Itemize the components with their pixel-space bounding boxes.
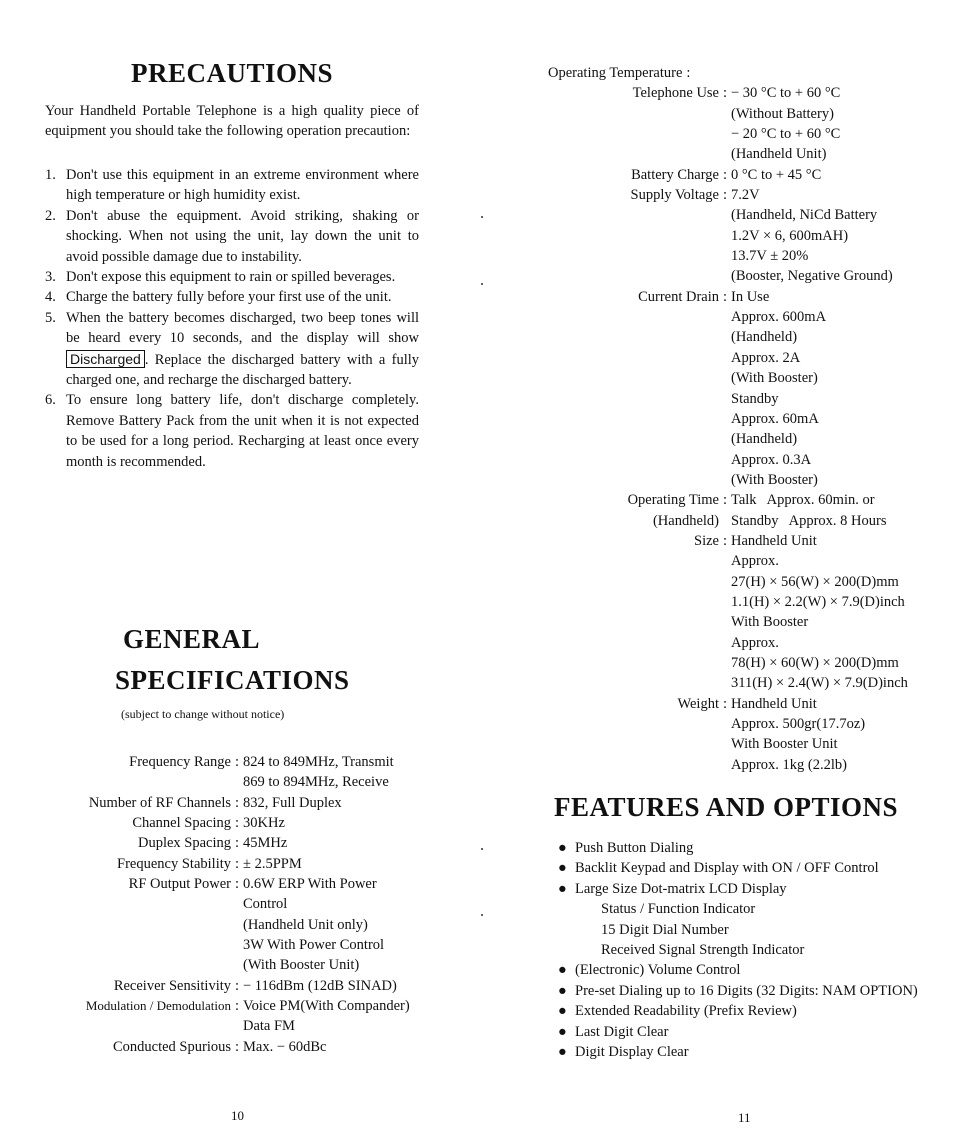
spec-row: Current Drain : In Use Approx. 600mA (Handheld) Approx. 2A (With Booster) Standby Approx. 60mA (Handheld) Approx. 0.3A (With Booster) <box>638 288 827 488</box>
scan-speck <box>481 216 483 218</box>
spec-row: Number of RF Channels : 832, Full Duplex <box>88 794 342 811</box>
spec-row: RF Output Power : 0.6W ERP With Power Control (Handheld Unit only) 3W With Power Control (With Booster Unit) <box>128 876 385 974</box>
feature-item: ● Push Button Dialing <box>558 838 918 858</box>
feature-item: ● Large Size Dot-matrix LCD Display Status / Function Indicator 15 Digit Dial Number Received Signal Strength Indicator <box>558 879 918 961</box>
scan-speck <box>481 848 483 850</box>
bullet-icon: ● <box>558 962 567 979</box>
spec-row: Frequency Range : 824 to 849MHz, Transmit 869 to 894MHz, Receive <box>129 754 394 791</box>
precaution-item: 4. Charge the battery fully before your first use of the unit. <box>45 289 392 306</box>
precautions-intro: Your Handheld Portable Telephone is a high quality piece of equipment you should take the following operation precaution: <box>45 103 419 140</box>
precautions-title: PRECAUTIONS <box>131 58 334 88</box>
feature-subitem: 15 Digit Dial Number <box>601 921 729 938</box>
spec-row: Battery Charge : 0 °C to + 45 °C <box>631 166 822 183</box>
spec-row: Operating Temperature : <box>548 65 691 81</box>
feature-subitem: Received Signal Strength Indicator <box>601 942 805 959</box>
feature-item: ● (Electronic) Volume Control <box>558 960 918 980</box>
feature-subitem: Status / Function Indicator <box>601 901 756 918</box>
spec-row: Conducted Spurious : Max. − 60dBc <box>112 1038 327 1055</box>
feature-item: ● Extended Readability (Prefix Review) <box>558 1001 918 1021</box>
precaution-item: 6. To ensure long battery life, don't discharge completely. Remove Battery Pack from the unit when it is not expected to be used for a long period. Recharging at least once every month is recommended. <box>45 392 419 470</box>
bullet-icon: ● <box>558 982 567 999</box>
spec-row: Telephone Use : − 30 °C to + 60 °C (Without Battery) − 20 °C to + 60 °C (Handheld Unit) <box>632 85 841 163</box>
spec-row: (Handheld) Standby Approx. 8 Hours <box>652 512 887 529</box>
spec-row: Operating Time : Talk Approx. 60min. or <box>627 492 875 509</box>
right-spec-table <box>548 63 908 775</box>
features-title: FEATURES AND OPTIONS <box>554 792 899 822</box>
spec-row: Size : Handheld Unit Approx. 27(H) × 56(W) × 200(D)mm 1.1(H) × 2.2(W) × 7.9(D)inch With Booster Approx. 78(H) × 60(W) × 200(D)mm 311(H) × 2.4(W) × 7.9(D)inch <box>694 532 908 692</box>
feature-item: ● Digit Display Clear <box>558 1042 918 1062</box>
spec-row: Weight : Handheld Unit Approx. 500gr(17.7oz) With Booster Unit Approx. 1kg (2.2lb) <box>677 695 866 773</box>
feature-item: ● Pre-set Dialing up to 16 Digits (32 Digits: NAM OPTION) <box>558 981 918 1001</box>
features-list <box>558 838 918 1062</box>
precautions-list <box>45 165 419 472</box>
page-number-left: 10 <box>231 1108 244 1123</box>
bullet-icon: ● <box>558 1044 567 1061</box>
feature-item: ● Backlit Keypad and Display with ON / OFF Control <box>558 858 918 878</box>
spec-row: Duplex Spacing : 45MHz <box>137 835 288 852</box>
specs-subtitle: (subject to change without notice) <box>121 707 285 721</box>
precaution-item: 1. Don't use this equipment in an extreme environment where high temperature or high humidity exist. <box>45 167 419 204</box>
spec-row: Channel Spacing : 30KHz <box>132 815 285 832</box>
left-spec-table <box>45 752 410 1057</box>
general-title-line2: SPECIFICATIONS <box>115 665 350 695</box>
spec-row: Frequency Stability : ± 2.5PPM <box>117 855 302 872</box>
scan-speck <box>481 914 483 916</box>
precaution-item: 2. Don't abuse the equipment. Avoid striking, shaking or shocking. When not using the unit, lay down the unit to avoid possible damage due to instability. <box>45 207 419 265</box>
precaution-item: 5. When the battery becomes discharged, two beep tones will be heard every 10 seconds, and the display will show Discharged . Replace the discharged battery with a fully charged one, and recharge the discharged battery. <box>45 309 419 389</box>
general-title-line1: GENERAL <box>123 624 261 654</box>
scan-speck <box>481 283 483 285</box>
spec-row: Supply Voltage : 7.2V (Handheld, NiCd Battery 1.2V × 6, 600mAH) 13.7V ± 20% (Booster, Negative Ground) <box>630 187 893 285</box>
spec-row: Receiver Sensitivity : − 116dBm (12dB SINAD) <box>113 977 397 994</box>
page-number-right: 11 <box>738 1110 751 1125</box>
discharged-display-indicator: Discharged <box>66 350 145 368</box>
bullet-icon: ● <box>558 840 567 856</box>
feature-item: ● Last Digit Clear <box>558 1022 918 1042</box>
bullet-icon: ● <box>558 880 567 897</box>
bullet-icon: ● <box>558 1023 567 1040</box>
precaution-item: 3. Don't expose this equipment to rain or spilled beverages. <box>45 269 396 286</box>
spec-row: Modulation / Demodulation : Voice PM(With Compander) Data FM <box>85 998 410 1035</box>
bullet-icon: ● <box>558 1003 567 1020</box>
bullet-icon: ● <box>558 860 567 877</box>
